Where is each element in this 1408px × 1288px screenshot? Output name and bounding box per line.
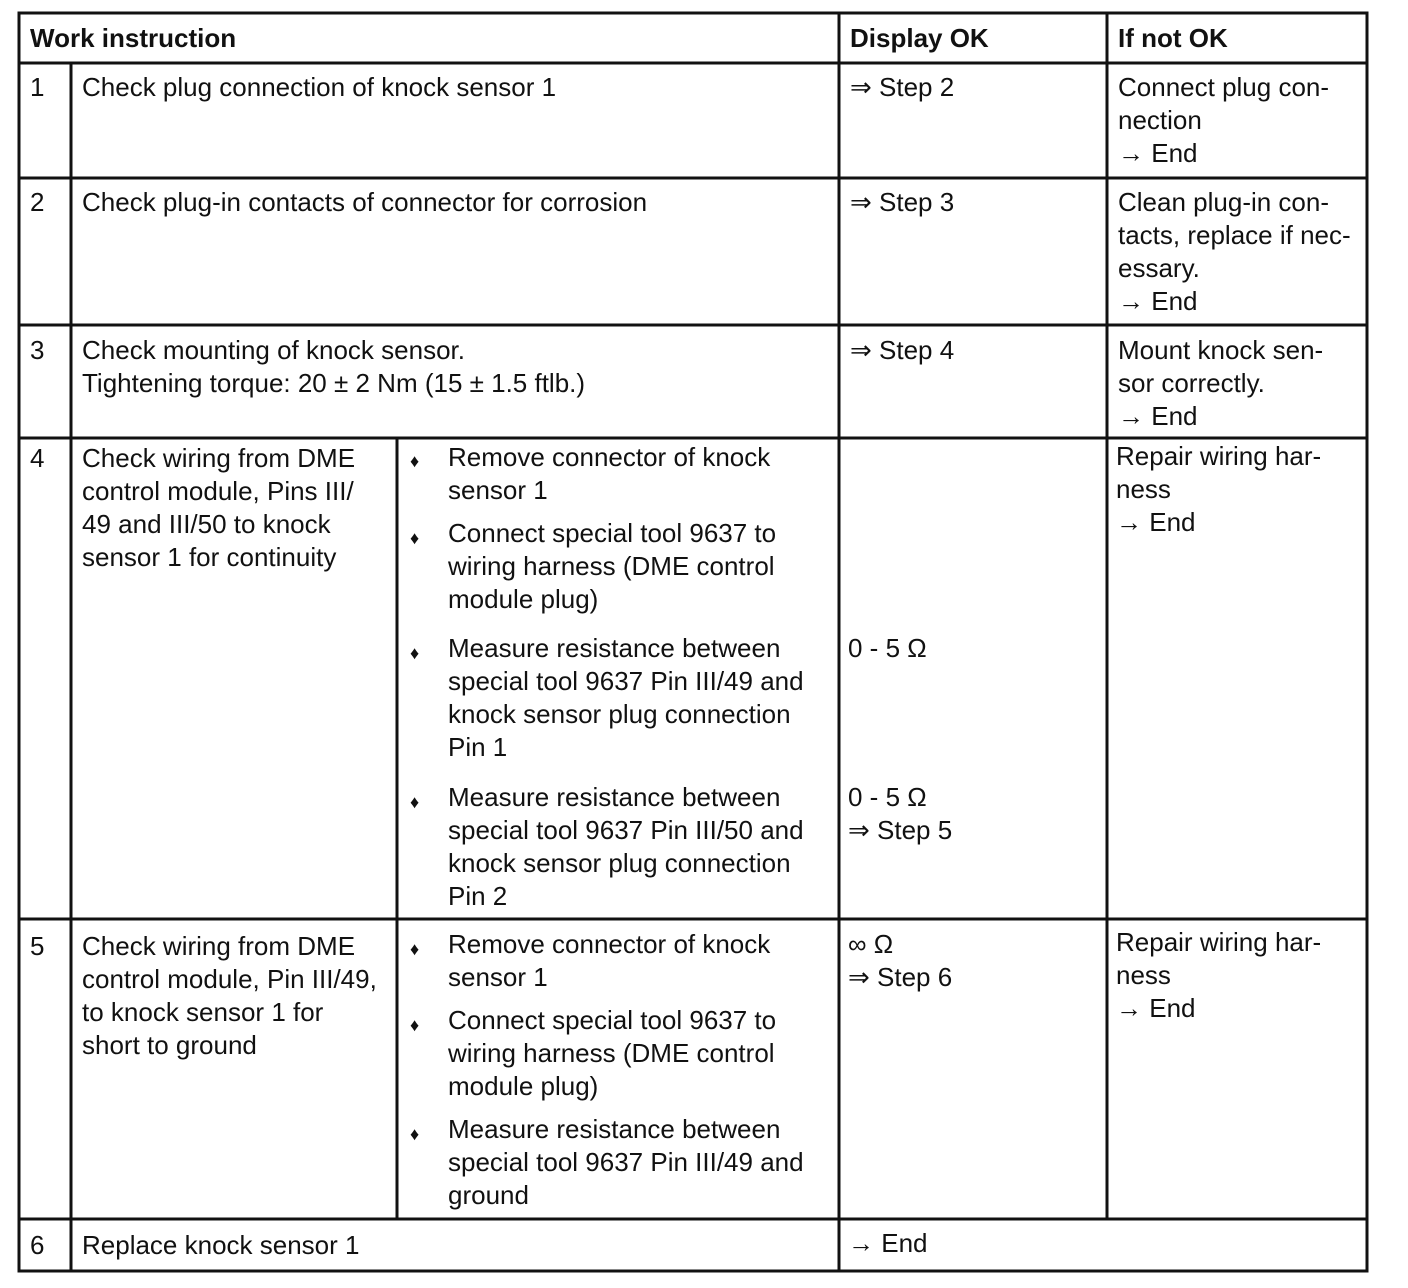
header-work-instruction: Work instruction	[30, 23, 237, 53]
row-5-bullet-icon: ♦	[410, 939, 420, 959]
row-5-step-1: Remove connector of knock sensor 1	[448, 929, 771, 992]
row-5-bullet-icon: ♦	[410, 1124, 420, 1144]
row-1-display-ok: ⇒ Step 2	[850, 72, 955, 102]
row-5-number: 5	[30, 931, 45, 961]
row-4-step-1: Remove connector of knock sensor 1	[448, 442, 771, 505]
row-4-step-4: Measure resistance between special tool 9637 Pin III/50 and knock sensor plug connection Pin 2	[448, 782, 804, 911]
row-1-if-not-ok: Connect plug con- nection → End	[1118, 72, 1330, 168]
row-4-step-2: Connect special tool 9637 to wiring harness (DME control module plug)	[448, 518, 777, 614]
row-4-bullet-icon: ♦	[410, 528, 420, 548]
row-6-instruction: Replace knock sensor 1	[82, 1230, 360, 1260]
row-5-bullet-icon: ♦	[410, 1015, 420, 1035]
row-3-number: 3	[30, 335, 45, 365]
row-4-bullet-icon: ♦	[410, 451, 420, 471]
row-2-display-ok: ⇒ Step 3	[850, 187, 955, 217]
row-5-instruction: Check wiring from DME control module, Pin III/49, to knock sensor 1 for short to ground	[82, 931, 377, 1060]
row-4-if-not-ok: Repair wiring har- ness → End	[1116, 441, 1322, 537]
row-4-bullet-icon: ♦	[410, 643, 420, 663]
row-4-display-ok-2: 0 - 5 Ω ⇒ Step 5	[848, 782, 953, 845]
row-4-number: 4	[30, 443, 45, 473]
row-3-instruction: Check mounting of knock sensor. Tightening torque: 20 ± 2 Nm (15 ± 1.5 ftlb.)	[82, 335, 586, 398]
row-1-instruction: Check plug connection of knock sensor 1	[82, 72, 557, 102]
row-2-if-not-ok: Clean plug-in con- tacts, replace if nec- essary. → End	[1118, 187, 1351, 316]
row-4-bullet-icon: ♦	[410, 792, 420, 812]
row-4-instruction: Check wiring from DME control module, Pins III/ 49 and III/50 to knock sensor 1 for continuity	[82, 443, 356, 572]
row-1-number: 1	[30, 72, 45, 102]
row-3-display-ok: ⇒ Step 4	[850, 335, 955, 365]
row-6-display-ok: → End	[848, 1228, 928, 1258]
row-5-if-not-ok: Repair wiring har- ness → End	[1116, 927, 1322, 1023]
row-5-display-ok: ∞ Ω ⇒ Step 6	[848, 929, 953, 992]
row-5-step-3: Measure resistance between special tool 9637 Pin III/49 and ground	[448, 1114, 804, 1210]
row-3-if-not-ok: Mount knock sen- sor correctly. → End	[1118, 335, 1324, 431]
row-4-step-3: Measure resistance between special tool 9637 Pin III/49 and knock sensor plug connection Pin 1	[448, 633, 804, 762]
row-5-step-2: Connect special tool 9637 to wiring harness (DME control module plug)	[448, 1005, 777, 1101]
row-4-display-ok-1: 0 - 5 Ω	[848, 633, 927, 663]
header-if-not-ok: If not OK	[1118, 23, 1228, 53]
row-6-number: 6	[30, 1230, 45, 1260]
header-display-ok: Display OK	[850, 23, 989, 53]
row-2-instruction: Check plug-in contacts of connector for corrosion	[82, 187, 648, 217]
row-2-number: 2	[30, 187, 45, 217]
